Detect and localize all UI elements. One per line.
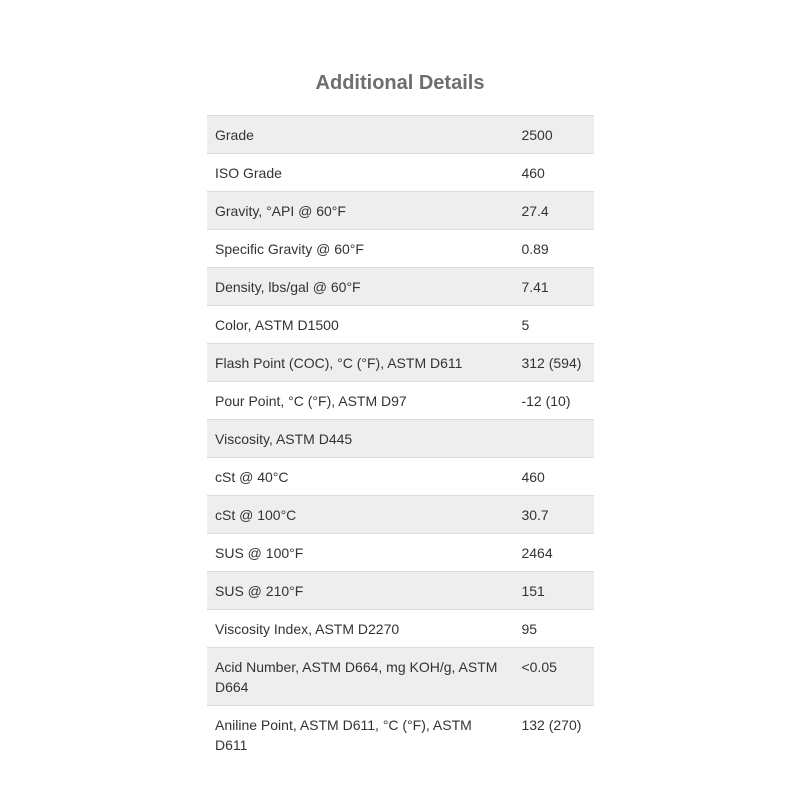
row-label: SUS @ 100°F xyxy=(207,534,508,572)
table-row xyxy=(207,268,594,306)
row-value: 7.41 xyxy=(508,268,594,306)
row-label: Color, ASTM D1500 xyxy=(207,306,508,344)
row-label: cSt @ 40°C xyxy=(207,458,508,496)
table-row xyxy=(207,458,594,496)
table-row xyxy=(207,306,594,344)
row-value: 27.4 xyxy=(508,192,594,230)
row-label: Grade xyxy=(207,116,508,154)
row-value: 460 xyxy=(508,154,594,192)
table-row xyxy=(207,154,594,192)
row-value: 2464 xyxy=(508,534,594,572)
row-value: 151 xyxy=(508,572,594,610)
row-value: 312 (594) xyxy=(508,344,594,382)
row-value: -12 (10) xyxy=(508,382,594,420)
row-label: Acid Number, ASTM D664, mg KOH/g, ASTM D664 xyxy=(207,648,508,706)
row-label: Pour Point, °C (°F), ASTM D97 xyxy=(207,382,508,420)
table-row xyxy=(207,534,594,572)
table-row xyxy=(207,344,594,382)
row-label: cSt @ 100°C xyxy=(207,496,508,534)
row-label: ISO Grade xyxy=(207,154,508,192)
table-row xyxy=(207,610,594,648)
row-value xyxy=(508,420,594,458)
row-value: <0.05 xyxy=(508,648,594,706)
table-row xyxy=(207,116,594,154)
row-value: 5 xyxy=(508,306,594,344)
table-row xyxy=(207,192,594,230)
row-label: Aniline Point, ASTM D611, °C (°F), ASTM D611 xyxy=(207,706,508,764)
table-row xyxy=(207,496,594,534)
row-label: SUS @ 210°F xyxy=(207,572,508,610)
row-value: 132 (270) xyxy=(508,706,594,764)
row-value: 2500 xyxy=(508,116,594,154)
row-label: Viscosity, ASTM D445 xyxy=(207,420,508,458)
table-row xyxy=(207,648,594,706)
table-row xyxy=(207,420,594,458)
row-value: 0.89 xyxy=(508,230,594,268)
table-row xyxy=(207,230,594,268)
table-row xyxy=(207,382,594,420)
table-row xyxy=(207,706,594,764)
row-label: Specific Gravity @ 60°F xyxy=(207,230,508,268)
row-label: Gravity, °API @ 60°F xyxy=(207,192,508,230)
row-label: Viscosity Index, ASTM D2270 xyxy=(207,610,508,648)
additional-details-table xyxy=(207,115,594,763)
table-row xyxy=(207,572,594,610)
row-value: 95 xyxy=(508,610,594,648)
row-value: 460 xyxy=(508,458,594,496)
row-label: Density, lbs/gal @ 60°F xyxy=(207,268,508,306)
row-value: 30.7 xyxy=(508,496,594,534)
page-title: Additional Details xyxy=(315,72,485,94)
row-label: Flash Point (COC), °C (°F), ASTM D611 xyxy=(207,344,508,382)
